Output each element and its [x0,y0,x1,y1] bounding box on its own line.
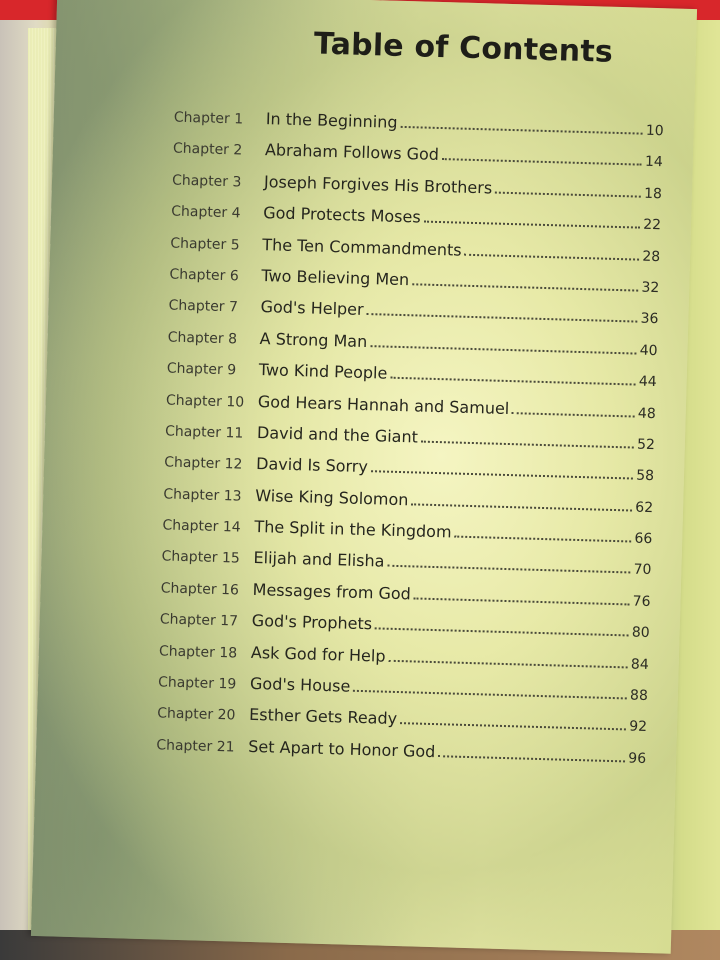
page-number: 88 [629,687,649,705]
chapter-label: Chapter 8 [167,329,238,348]
dot-leader [388,659,627,668]
chapter-label: Chapter 17 [159,611,239,630]
chapter-title: Messages from God [252,579,412,604]
chapter-title: Elijah and Elisha [253,548,385,572]
dot-leader [421,440,634,448]
page-number: 96 [628,750,647,767]
chapter-label: Chapter 16 [160,580,240,599]
chapter-title: Abraham Follows God [264,140,440,165]
page-number: 62 [635,499,654,516]
dot-leader [387,565,630,574]
chapter-title: Joseph Forgives His Brothers [263,171,493,198]
page-number: 80 [631,624,650,642]
dot-leader [390,377,635,386]
page-number: 76 [632,593,651,610]
chapter-title: The Ten Commandments [262,234,462,260]
chapter-label: Chapter 10 [165,391,245,411]
chapter-title: David Is Sorry [255,454,369,477]
chapter-title: Two Kind People [258,360,388,383]
chapter-label: Chapter 12 [163,454,243,473]
dot-leader [412,283,638,291]
chapter-title: The Split in the Kingdom [254,517,452,542]
chapter-label: Chapter 13 [163,486,242,505]
dot-leader [495,191,641,197]
book-page [31,0,697,954]
chapter-label: Chapter 7 [168,297,239,316]
chapter-title: Ask God for Help [250,642,386,666]
page-number: 92 [628,718,648,736]
dot-leader [371,470,633,479]
dot-leader [424,221,640,229]
chapter-label: Chapter 21 [156,737,235,756]
chapter-label: Chapter 18 [158,642,238,662]
chapter-title: Esther Gets Ready [248,705,398,729]
chapter-label: Chapter 4 [170,203,241,222]
page-number: 14 [644,154,663,171]
page-number: 44 [638,373,657,391]
dot-leader [512,412,635,417]
chapter-title: God's Helper [260,297,364,320]
page-number: 58 [635,467,655,485]
chapter-label: Chapter 5 [170,235,240,253]
dot-leader [375,628,629,637]
dot-leader [400,126,642,135]
page-number: 52 [636,436,656,454]
chapter-title: David and the Giant [256,422,419,447]
dot-leader [464,253,639,260]
dot-leader [438,755,625,762]
dot-leader [411,503,632,511]
page-number: 40 [639,342,658,359]
table-of-contents-list [156,107,664,780]
chapter-title: Two Believing Men [261,266,410,290]
page-number: 70 [633,562,652,579]
chapter-title: In the Beginning [265,109,398,132]
dot-leader [414,597,630,605]
dot-leader [366,313,637,323]
page-number: 48 [637,405,656,422]
chapter-label: Chapter 2 [172,140,243,159]
dot-leader [370,345,636,354]
chapter-title: God Protects Moses [262,203,421,227]
chapter-label: Chapter 14 [162,517,241,536]
page-number: 36 [640,311,659,328]
page-number: 84 [630,656,649,673]
chapter-title: God Hears Hannah and Samuel [257,391,510,418]
chapter-title: God's Prophets [251,611,373,634]
chapter-label: Chapter 11 [164,423,244,442]
chapter-label: Chapter 1 [173,109,244,128]
page-number: 66 [634,530,653,548]
chapter-label: Chapter 9 [166,360,237,379]
page-number: 22 [642,216,662,234]
chapter-title: God's House [249,673,351,696]
page-number: 28 [642,248,661,265]
chapter-title: A Strong Man [259,328,368,351]
chapter-label: Chapter 15 [161,548,241,568]
dot-leader [442,158,642,166]
chapter-label: Chapter 20 [156,705,236,724]
chapter-title: Set Apart to Honor God [248,736,436,761]
chapter-label: Chapter 3 [171,172,242,191]
chapter-label: Chapter 6 [169,266,239,285]
dot-leader [400,723,626,731]
page-title: Table of Contents [313,26,614,70]
dot-leader [454,536,631,543]
page-number: 32 [641,279,660,297]
page-number: 10 [645,122,664,140]
page-number: 18 [643,185,663,202]
dot-leader [353,690,627,700]
chapter-title: Wise King Solomon [255,485,409,509]
chapter-label: Chapter 19 [157,674,237,693]
